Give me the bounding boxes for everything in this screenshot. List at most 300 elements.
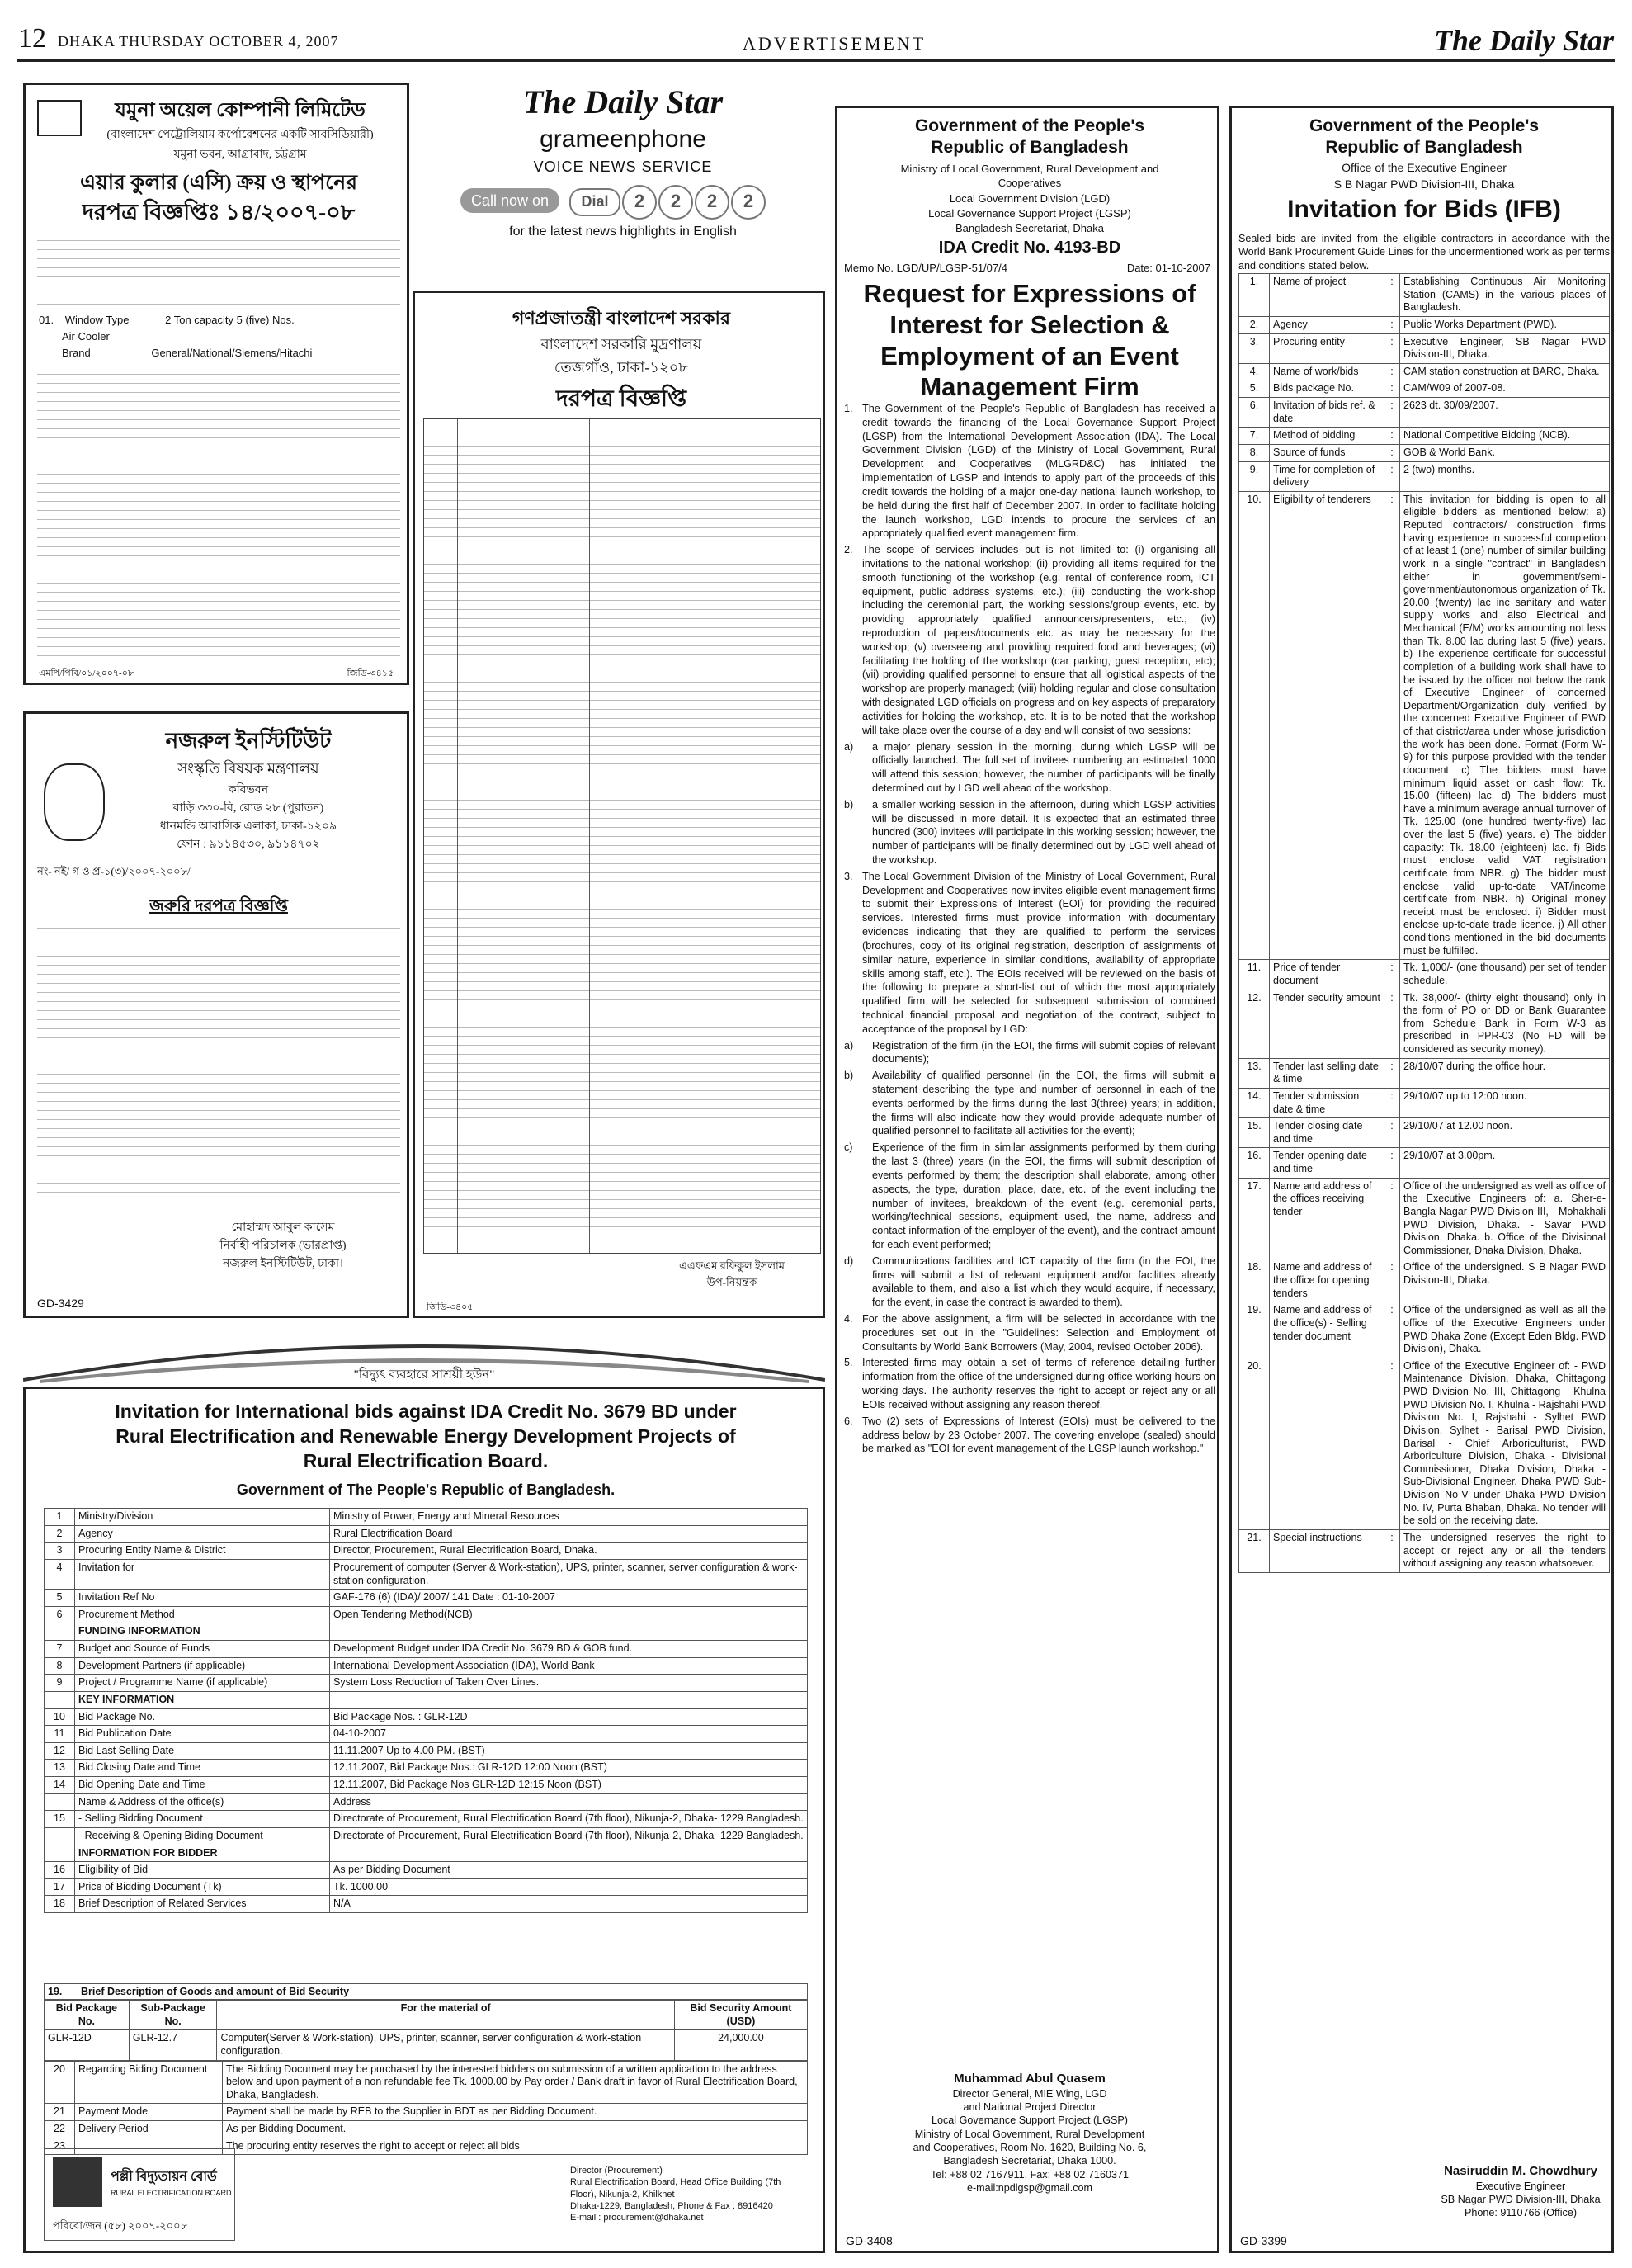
partner-name: grameenphone xyxy=(540,125,706,153)
lgsp-footer-id: GD-3408 xyxy=(846,2234,893,2247)
table-row xyxy=(45,1878,808,1896)
column-header: For the material of xyxy=(217,2001,674,2030)
separator: : xyxy=(1384,444,1400,461)
separator: : xyxy=(1384,274,1400,317)
nazrul-phone: ফোন : ৯১১৪৫৩০, ৯১১৪৭০২ xyxy=(177,839,320,851)
separator: : xyxy=(1384,1088,1400,1117)
row-key: Source of funds xyxy=(1270,444,1384,461)
table-row xyxy=(1239,491,1610,960)
company-sub: (বাংলাদেশ পেট্রোলিয়াম কর্পোরেশনের একটি সাবসিডিয়ারী) xyxy=(106,129,374,141)
table-row xyxy=(45,1543,808,1560)
table-row xyxy=(45,1760,808,1777)
reb-box xyxy=(23,1387,825,2253)
row-number: 4. xyxy=(1239,363,1270,380)
table-row xyxy=(1239,380,1610,398)
separator: : xyxy=(1384,428,1400,445)
row-number: 7 xyxy=(45,1641,75,1658)
row-key: Bid Closing Date and Time xyxy=(75,1760,330,1777)
nazrul-logo xyxy=(44,763,105,841)
row-key: Name and address of the office for opening tenders xyxy=(1270,1259,1384,1302)
paragraph xyxy=(844,1039,1215,1067)
table-row xyxy=(45,1845,808,1862)
row-number: 11. xyxy=(1239,960,1270,990)
row-key: - Receiving & Opening Biding Document xyxy=(75,1827,330,1845)
row-number: 20 xyxy=(45,2061,75,2104)
brand-label: Brand xyxy=(62,347,91,359)
row-key: Tender submission date & time xyxy=(1270,1088,1384,1117)
jamuna-logo xyxy=(37,100,82,136)
row-key: Procurement Method xyxy=(75,1606,330,1623)
reb-slogan: "বিদ্যুৎ ব্যবহারে সাশ্রয়ী হউন" xyxy=(353,1368,495,1382)
ad-govt-press xyxy=(413,291,825,1318)
row-number: 16 xyxy=(45,1862,75,1879)
paragraph xyxy=(844,1415,1215,1456)
row-number: 10. xyxy=(1239,491,1270,960)
paragraph xyxy=(844,1356,1215,1411)
row-value: Office of the Executive Engineer of: - PWD Maintenance Division, Dhaka, Chittagong PWD Division No. III, Chittagong - Khulna PWD Division No. I, Khulna - Rajshahi PWD Division No. I, Rajshahi - Sylhet PWD Division, Sylhet - Barisal PWD Division, Barisal - Chief Arboriculturist, PWD Arboriculture Division, Dhaka - Divisional Commissioner, Dhaka Division, Dhaka - Sub-Divisional Engineer, Dhaka PWD Sub-Division No-V under Dhaka PWD Division No. IV, Purta Bhaban, Dhaka. No tender will be sold on the receiving date. xyxy=(1400,1358,1610,1529)
row-number: 2. xyxy=(1239,316,1270,333)
call-now: Call now on xyxy=(460,188,559,213)
row-key: Procuring Entity Name & District xyxy=(75,1543,330,1560)
row-number xyxy=(45,1691,75,1708)
row-value: Directorate of Procurement, Rural Electrification Board (7th floor), Nikunja-2, Dhaka- 1229 Bangladesh. xyxy=(330,1811,808,1828)
paragraph xyxy=(844,402,1215,541)
row-key: Budget and Source of Funds xyxy=(75,1641,330,1658)
row-value: The Bidding Document may be purchased by the interested bidders on submission of a written application to the address below and upon payment of a non refundable fee Tk. 1000.00 by Pay order / Bank draft in favor of Rural Electrification Board, Dhaka, Bangladesh. xyxy=(223,2061,808,2104)
reb-gov: Government of The People's Republic of Bangladesh. xyxy=(236,1481,616,1498)
table-row xyxy=(45,1827,808,1845)
table-row xyxy=(45,2061,808,2104)
brand-line xyxy=(62,346,400,360)
row-value xyxy=(330,1623,808,1641)
row-key: Name of work/bids xyxy=(1270,363,1384,380)
row-number: 20. xyxy=(1239,1358,1270,1529)
lgsp-gov-2: Republic of Bangladesh xyxy=(931,138,1129,157)
row-number: 2 xyxy=(45,1525,75,1543)
row-value: National Competitive Bidding (NCB). xyxy=(1400,428,1610,445)
separator: : xyxy=(1384,1058,1400,1088)
voice-masthead: The Daily Star xyxy=(522,83,724,120)
row-value: CAM/W09 of 2007-08. xyxy=(1400,380,1610,398)
reb-logo xyxy=(44,2148,235,2241)
reb-logo-sub: RURAL ELECTRIFICATION BOARD xyxy=(111,2189,232,2197)
row-value: N/A xyxy=(330,1896,808,1913)
lgsp-sig-1: Director General, MIE Wing, LGD xyxy=(952,2087,1107,2100)
row-number: 15. xyxy=(1239,1118,1270,1148)
paragraph-text: Experience of the firm in similar assignments performed by them during the last 3 (three) years (in the EOI, the firms will submit description of events performed by them; the description shall elaborate, among other aspects, the type, duration, place, date, etc. of the event including the number of invitees, breakdown of the event (e.g. ceremonial parts, working/technical sessions, equipment used, the name, address and contact information of the employer of the event), and the contract amount for each event performed; xyxy=(872,1141,1215,1250)
row-key: Project / Programme Name (if applicable) xyxy=(75,1675,330,1692)
nazrul-org: নজরুল ইনস্টিটিউট, ঢাকা। xyxy=(223,1258,343,1270)
paragraph-text: The scope of services includes but is not limited to: (i) organising all invitations to the national workshop; (ii) providing all items required for the smooth functioning of the workshop (e.g. rental of conference room, ICT equipment, public address systems, etc.); (iii) conducting the work-shop including the ceremonial part, the working sessions/group events, etc. by providing appropriately qualified announcers/presenters, etc.; (iv) reproduction of papers/documents etc. as may be necessary for the workshop; (v) overseeing and providing required food and beverages; (vi) facilitating the holding of the workshop (car parking, guest reception, etc); (vii) providing qualified personnel to ensure that all logistical aspects of the workshop are properly managed; (viii) holding regular and close consultation with designated LGD officials on progress and on key aspects of preparatory activities for holding the workshop, etc. It is to be noted that the workshop will take place over the course of a day and will consist of two sessions: xyxy=(862,544,1215,736)
table-row xyxy=(1239,398,1610,428)
paragraph-number: c) xyxy=(844,1141,853,1154)
pwd-signature xyxy=(1430,2163,1611,2220)
paragraph-text: Communications facilities and ICT capacity of the firm (in the EOI, the firms will submit a list of relevant equipment and/or facilities already available to them, and also a list which they would acquire, if necessary, for the event, in case the contract is awarded to them). xyxy=(872,1254,1215,1309)
row-value: Payment shall be made by REB to the Supplier in BDT as per Bidding Document. xyxy=(223,2104,808,2121)
row-number: 7. xyxy=(1239,428,1270,445)
notice-number: দরপত্র বিজ্ঞপ্তিঃ ১৪/২০০৭-০৮ xyxy=(82,200,356,224)
row-key: Tender opening date and time xyxy=(1270,1148,1384,1178)
header-rule xyxy=(17,59,1615,62)
press-office: বাংলাদেশ সরকারি মুদ্রণালয় xyxy=(540,336,702,352)
row-number: 12 xyxy=(45,1742,75,1760)
lgsp-sig-4: Ministry of Local Government, Rural Development xyxy=(914,2128,1145,2140)
paragraph-number: a) xyxy=(844,1039,854,1051)
row-key: Price of tender document xyxy=(1270,960,1384,990)
section-title: ADVERTISEMENT xyxy=(743,33,927,54)
row-key: Procuring entity xyxy=(1270,333,1384,363)
row-number: 3 xyxy=(45,1543,75,1560)
row-value: Tk. 1000.00 xyxy=(330,1878,808,1896)
row-number: 9 xyxy=(45,1675,75,1692)
row-key: Tender last selling date & time xyxy=(1270,1058,1384,1088)
table-row xyxy=(1239,274,1610,317)
lgsp-sig-7: Tel: +88 02 7167911, Fax: +88 02 7160371 xyxy=(931,2168,1129,2181)
row-key: INFORMATION FOR BIDDER xyxy=(75,1845,330,1862)
row-value: The procuring entity reserves the right to accept or reject all bids xyxy=(223,2138,808,2155)
table-row xyxy=(1239,1302,1610,1358)
row-key: Price of Bidding Document (Tk) xyxy=(75,1878,330,1896)
row-key: Agency xyxy=(1270,316,1384,333)
nazrul-body xyxy=(37,920,400,1201)
row-key: Development Partners (if applicable) xyxy=(75,1657,330,1675)
col-divider xyxy=(589,419,590,1253)
row-number: 4 xyxy=(45,1559,75,1589)
table-row xyxy=(45,1726,808,1743)
row-key: Brief Description of Related Services xyxy=(75,1896,330,1913)
table-row xyxy=(45,1606,808,1623)
table-row xyxy=(45,2030,808,2060)
dial-label: Dial xyxy=(569,188,620,216)
brand-value: General/National/Siemens/Hitachi xyxy=(151,347,313,359)
separator: : xyxy=(1384,333,1400,363)
paragraph xyxy=(844,740,1215,796)
nazrul-footer-id: GD-3429 xyxy=(37,1297,84,1310)
table-row xyxy=(1239,444,1610,461)
table-row xyxy=(1239,990,1610,1058)
paragraph-number: 4. xyxy=(844,1313,853,1325)
press-gov: গণপ্রজাতন্ত্রী বাংলাদেশ সরকার xyxy=(512,308,731,328)
separator: : xyxy=(1384,316,1400,333)
table-row xyxy=(1239,316,1610,333)
row-value: 29/10/07 at 12.00 noon. xyxy=(1400,1118,1610,1148)
lgsp-sig-8: e-mail:npdlgsp@gmail.com xyxy=(966,2182,1093,2195)
row-key: Delivery Period xyxy=(75,2121,223,2138)
paragraph xyxy=(844,798,1215,867)
row-value: International Development Association (IDA), World Bank xyxy=(330,1657,808,1675)
row-number: 3. xyxy=(1239,333,1270,363)
dial-digit: 2 xyxy=(731,185,766,220)
row-value: 29/10/07 up to 12:00 noon. xyxy=(1400,1088,1610,1117)
row-value: System Loss Reduction of Taken Over Lines. xyxy=(330,1675,808,1692)
row-number: 21 xyxy=(45,2104,75,2121)
row-value: Tk. 38,000/- (thirty eight thousand) only in the form of PO or DD or Bank Guarantee from Schedule Bank in Form W-3 as prescribed in PPR-03 (No FD will be considered as security money). xyxy=(1400,990,1610,1058)
press-table xyxy=(423,418,821,1254)
row-value: 29/10/07 at 3.00pm. xyxy=(1400,1148,1610,1178)
nazrul-notice: জরুরি দরপত্র বিজ্ঞপ্তি xyxy=(149,897,288,915)
table-row xyxy=(1239,1358,1610,1529)
row-key: Name and address of the office(s) - Selling tender document xyxy=(1270,1302,1384,1358)
row-key: - Selling Bidding Document xyxy=(75,1811,330,1828)
row-number: 22 xyxy=(45,2121,75,2138)
item-value: 2 Ton capacity 5 (five) Nos. xyxy=(165,314,295,326)
ad-lgsp-eoi xyxy=(835,106,1219,2253)
row-value: Office of the undersigned. S B Nagar PWD Division-III, Dhaka. xyxy=(1400,1259,1610,1302)
pwd-gov-1: Government of the People's xyxy=(1309,116,1540,135)
row-key: Regarding Biding Document xyxy=(75,2061,223,2104)
row-key: Payment Mode xyxy=(75,2104,223,2121)
ad-jamuna-oil xyxy=(23,83,409,685)
row-number xyxy=(45,1623,75,1641)
row-key: KEY INFORMATION xyxy=(75,1691,330,1708)
lgsp-sig-3: Local Governance Support Project (LGSP) xyxy=(931,2114,1128,2127)
pwd-division: S B Nagar PWD Division-III, Dhaka xyxy=(1333,177,1515,191)
paragraph-number: b) xyxy=(844,1070,854,1082)
row-key: Bid Publication Date xyxy=(75,1726,330,1743)
row-number: 14 xyxy=(45,1777,75,1794)
separator: : xyxy=(1384,1358,1400,1529)
paragraph xyxy=(844,1069,1215,1138)
row-value: 04-10-2007 xyxy=(330,1726,808,1743)
row-value: 11.11.2007 Up to 4.00 PM. (BST) xyxy=(330,1742,808,1760)
nazrul-address-2: ধানমন্ডি আবাসিক এলাকা, ঢাকা-১২০৯ xyxy=(159,820,337,833)
paragraph xyxy=(844,543,1215,737)
pwd-sig-2: SB Nagar PWD Division-III, Dhaka xyxy=(1441,2193,1601,2205)
table-row xyxy=(1239,1118,1610,1148)
row-key: Invitation Ref No xyxy=(75,1590,330,1607)
table-row xyxy=(45,1525,808,1543)
reb-footer-id: পবিবো/জন (৫৮) ২০০৭-২০০৮ xyxy=(53,2219,187,2232)
row-value: Directorate of Procurement, Rural Electrification Board (7th floor), Nikunja-2, Dhaka- 1229 Bangladesh. xyxy=(330,1827,808,1845)
lgsp-date: Date: 01-10-2007 xyxy=(1126,262,1210,274)
company-name: যমুনা অয়েল কোম্পানী লিমিটেড xyxy=(115,100,366,121)
table-row xyxy=(1239,960,1610,990)
paragraph-text: For the above assignment, a firm will be selected in accordance with the procedures set out in the "Guidelines: Selection and Employment of Consultants by World Bank Borrowers (May, 2004, revised October 2006). xyxy=(862,1313,1215,1353)
row-number: 23 xyxy=(45,2138,75,2155)
reb-director-title: Director (Procurement) xyxy=(570,2166,663,2176)
table-row xyxy=(45,2104,808,2121)
table-row xyxy=(1239,1529,1610,1572)
footer-code: এমপি/পিবি/০১/২০০৭-০৮ xyxy=(39,669,134,678)
row-key: Invitation for xyxy=(75,1559,330,1589)
table-row xyxy=(45,1590,808,1607)
table-row xyxy=(1239,333,1610,363)
row-value: Procurement of computer (Server & Work-station), UPS, printer, scanner, server configuration & work-station configuration. xyxy=(330,1559,808,1589)
table-row xyxy=(45,1559,808,1589)
row-value xyxy=(330,1845,808,1862)
col-divider xyxy=(457,419,458,1253)
row-number: 13. xyxy=(1239,1058,1270,1088)
row-key: Eligibility of tenderers xyxy=(1270,491,1384,960)
lgsp-project: Local Governance Support Project (LGSP) xyxy=(928,207,1131,220)
table-row xyxy=(45,1862,808,1879)
row-key: Method of bidding xyxy=(1270,428,1384,445)
row-value: 2623 dt. 30/09/2007. xyxy=(1400,398,1610,428)
row-value: The undersigned reserves the right to accept or reject any or all the tenders without assigning any reason whatsoever. xyxy=(1400,1529,1610,1572)
ad-voice-news xyxy=(421,83,825,272)
row-number: 9. xyxy=(1239,461,1270,491)
row-key: Bid Last Selling Date xyxy=(75,1742,330,1760)
pwd-gov-2: Republic of Bangladesh xyxy=(1325,138,1523,157)
row-key: Bid Opening Date and Time xyxy=(75,1777,330,1794)
row-value: Open Tendering Method(NCB) xyxy=(330,1606,808,1623)
table-cell: 24,000.00 xyxy=(674,2030,807,2060)
separator: : xyxy=(1384,363,1400,380)
separator: : xyxy=(1384,1302,1400,1358)
paragraph-text: Registration of the firm (in the EOI, the firms will submit copies of relevant documents); xyxy=(872,1039,1215,1065)
nazrul-signatory-post: নির্বাহী পরিচালক (ভারপ্রাপ্ত) xyxy=(219,1240,347,1252)
lgsp-gov-1: Government of the People's xyxy=(914,116,1145,135)
separator: : xyxy=(1384,461,1400,491)
row-key: Invitation of bids ref. & date xyxy=(1270,398,1384,428)
paragraph-number: 6. xyxy=(844,1415,853,1427)
pwd-footer-id: GD-3399 xyxy=(1240,2234,1287,2247)
dial-digit: 2 xyxy=(695,185,729,220)
row-number: 8 xyxy=(45,1657,75,1675)
paragraph-number: 3. xyxy=(844,870,853,882)
paragraph xyxy=(844,1312,1215,1354)
table-row xyxy=(1239,1088,1610,1117)
row-value: Director, Procurement, Rural Electrification Board, Dhaka. xyxy=(330,1543,808,1560)
lgsp-signatory: Muhammad Abul Quasem xyxy=(954,2072,1106,2086)
lgsp-title: Request for Expressions of Interest for Selection & Employment of an Event Management Firm xyxy=(863,279,1196,402)
lgsp-address: Bangladesh Secretariat, Dhaka xyxy=(955,222,1104,234)
pwd-signatory: Nasiruddin M. Chowdhury xyxy=(1444,2164,1597,2178)
row-key: Name and address of the offices receiving tender xyxy=(1270,1178,1384,1259)
row-value: 28/10/07 during the office hour. xyxy=(1400,1058,1610,1088)
row-number: 17. xyxy=(1239,1178,1270,1259)
row-number: 12. xyxy=(1239,990,1270,1058)
paragraph-number: 5. xyxy=(844,1357,853,1369)
reb-emblem-icon xyxy=(53,2157,102,2207)
table-row xyxy=(45,1742,808,1760)
table-header-row xyxy=(45,2001,808,2030)
row-value xyxy=(330,1691,808,1708)
press-address: তেজগাঁও, ঢাকা-১২০৮ xyxy=(554,359,689,376)
paragraph xyxy=(844,1141,1215,1252)
ad-nazrul-institute xyxy=(23,711,409,1318)
row-number: 18 xyxy=(45,1896,75,1913)
press-table-body xyxy=(424,419,820,1253)
row-value: Address xyxy=(330,1793,808,1811)
row-key: Bid Package No. xyxy=(75,1708,330,1726)
paragraph-text: The Government of the People's Republic of Bangladesh has received a credit towards the financing of the Local Governance Support Project (LGSP) from the International Development Association (IDA). The Local Government Division (LGD) of the Ministry of Local Government, Rural Development and Cooperatives (MLGRD&C) has initiated the implementation of LGSP and intends to apply part of the proceeds of this credit towards the holding of a major one-day national launch workshop, to be held during the first half of December 2007. In order to facilitate holding the launch workshop, LGD intends to procure the services of an appropriately qualified event management firm. xyxy=(862,403,1215,540)
table-row xyxy=(45,1641,808,1658)
row-key: Tender security amount xyxy=(1270,990,1384,1058)
body-text xyxy=(37,232,400,308)
table-row xyxy=(1239,1058,1610,1088)
column-header: Sub-Package No. xyxy=(129,2001,217,2030)
separator: : xyxy=(1384,1529,1400,1572)
paragraph-number: b) xyxy=(844,798,854,810)
air-cooler: Air Cooler xyxy=(62,330,110,343)
row-key: Eligibility of Bid xyxy=(75,1862,330,1879)
reb-info-table xyxy=(44,1508,808,1913)
row-number: 14. xyxy=(1239,1088,1270,1117)
lgsp-signature xyxy=(844,2071,1215,2195)
nazrul-building: কবিভবন xyxy=(228,784,269,796)
body-text-2 xyxy=(37,366,400,663)
lgsp-sig-5: and Cooperatives, Room No. 1620, Building No. 6, xyxy=(913,2141,1147,2153)
lgsp-credit: IDA Credit No. 4193-BD xyxy=(938,239,1121,257)
row-value: Tk. 1,000/- (one thousand) per set of tender schedule. xyxy=(1400,960,1610,990)
nazrul-title: নজরুল ইনস্টিটিউট xyxy=(165,729,332,753)
nazrul-address-1: বাড়ি ৩৩০-বি, রোড ২৮ (পুরাতন) xyxy=(172,802,324,815)
lgsp-sig-6: Bangladesh Secretariat, Dhaka 1000. xyxy=(943,2155,1116,2167)
paragraph-text: a major plenary session in the morning, during which LGSP will be officially launched. The full set of invitees numbering an estimated 1000 will attend this session; however, the number of participants will be finally determined out by LGD well ahead of the workshop. xyxy=(872,740,1215,794)
row-number xyxy=(45,1793,75,1811)
paragraph-number: 2. xyxy=(844,544,853,556)
row-key: Name & Address of the office(s) xyxy=(75,1793,330,1811)
row-key: Ministry/Division xyxy=(75,1509,330,1526)
lgsp-division: Local Government Division (LGD) xyxy=(949,192,1111,205)
table-row xyxy=(45,1708,808,1726)
paragraph xyxy=(844,870,1215,1037)
company-address: যমুনা ভবন, আগ্রাবাদ, চট্টগ্রাম xyxy=(173,149,307,161)
row-key: Tender closing date and time xyxy=(1270,1118,1384,1148)
pwd-intro: Sealed bids are invited from the eligible contractors in accordance with the World Bank Procurement Guide Lines for the undermentioned work as per terms and conditions stated below. xyxy=(1238,233,1610,272)
paragraph-text: Two (2) sets of Expressions of Interest (EOIs) must be delivered to the address below by 23 October 2007. The covering envelope (sealed) should be marked as "EOI for event management of the LGSP launch workshop." xyxy=(862,1415,1215,1455)
column-header: Bid Security Amount (USD) xyxy=(674,2001,807,2030)
row-number: 21. xyxy=(1239,1529,1270,1572)
row-key: Bids package No. xyxy=(1270,380,1384,398)
row-number: 1 xyxy=(45,1509,75,1526)
row-number: 10 xyxy=(45,1708,75,1726)
row-number xyxy=(45,1827,75,1845)
page-number: 12 xyxy=(18,23,46,54)
separator: : xyxy=(1384,1178,1400,1259)
row-number: 6. xyxy=(1239,398,1270,428)
ad-reb xyxy=(23,1329,825,2253)
pwd-sig-3: Phone: 9110766 (Office) xyxy=(1464,2207,1578,2219)
row-key: Name of project xyxy=(1270,274,1384,317)
row-number: 6 xyxy=(45,1606,75,1623)
pwd-title: Invitation for Bids (IFB) xyxy=(1287,196,1561,223)
row-value: Public Works Department (PWD). xyxy=(1400,316,1610,333)
row-value: 12.11.2007, Bid Package Nos.: GLR-12D 12:00 Noon (BST) xyxy=(330,1760,808,1777)
press-footer-id: জিডি-৩৪০৫ xyxy=(427,1302,474,1312)
paragraph-number: a) xyxy=(844,740,854,753)
row-number: 1. xyxy=(1239,274,1270,317)
row-key: FUNDING INFORMATION xyxy=(75,1623,330,1641)
press-signatory-post: উপ-নিয়ন্ত্রক xyxy=(706,1276,757,1288)
dial-digit: 2 xyxy=(658,185,693,220)
table-cell: GLR-12D xyxy=(45,2030,130,2060)
row-number: 19. xyxy=(1239,1302,1270,1358)
separator: : xyxy=(1384,491,1400,960)
row-key xyxy=(1270,1358,1384,1529)
press-title: দরপত্র বিজ্ঞপ্তি xyxy=(555,386,687,412)
table-row xyxy=(1239,1178,1610,1259)
reb-row19: 19. Brief Description of Goods and amount of Bid Security xyxy=(44,1983,808,2000)
table-row xyxy=(45,1623,808,1641)
row-value: GAF-176 (6) (IDA)/ 2007/ 141 Date : 01-10-2007 xyxy=(330,1590,808,1607)
paragraph-text: Interested firms may obtain a set of terms of reference detailing further information from the office of the undersigned during office working hours on working days. The authority reserves the right to accept or reject any or all EOIs received without assigning any reason thereof. xyxy=(862,1357,1215,1410)
paragraph-number: 1. xyxy=(844,403,853,414)
issue-date: DHAKA THURSDAY OCTOBER 4, 2007 xyxy=(58,33,339,50)
paragraph-text: Availability of qualified personnel (in the EOI, the firms will submit a statement describing the type and number of personnel in each of the events performed by the firms during the last 3(three) years; in addition, the firms will also indicate how they would provide adequate number of qualified personnel to facilitate all activities for the event); xyxy=(872,1070,1215,1137)
row-value: Executive Engineer, SB Nagar PWD Division-III, Dhaka. xyxy=(1400,333,1610,363)
row-number: 8. xyxy=(1239,444,1270,461)
paragraph xyxy=(844,1254,1215,1310)
row-number: 16. xyxy=(1239,1148,1270,1178)
paragraph-text: a smaller working session in the afternoon, during which LGSP activities will be discussed in more detail. It is expected that an estimated three hundred (300) invitees will participate in this working session; however, the number of participants will be finally determined out by LGD well ahead of the workshop. xyxy=(872,798,1215,866)
row-value: CAM station construction at BARC, Dhaka. xyxy=(1400,363,1610,380)
notice-headline: এয়ার কুলার (এসি) ক্রয় ও স্থাপনের xyxy=(80,172,357,194)
separator: : xyxy=(1384,398,1400,428)
table-cell: Computer(Server & Work-station), UPS, printer, scanner, server configuration & work-station configuration. xyxy=(217,2030,674,2060)
reb-title-2: Rural Electrification and Renewable Energy Development Projects of xyxy=(116,1425,736,1447)
